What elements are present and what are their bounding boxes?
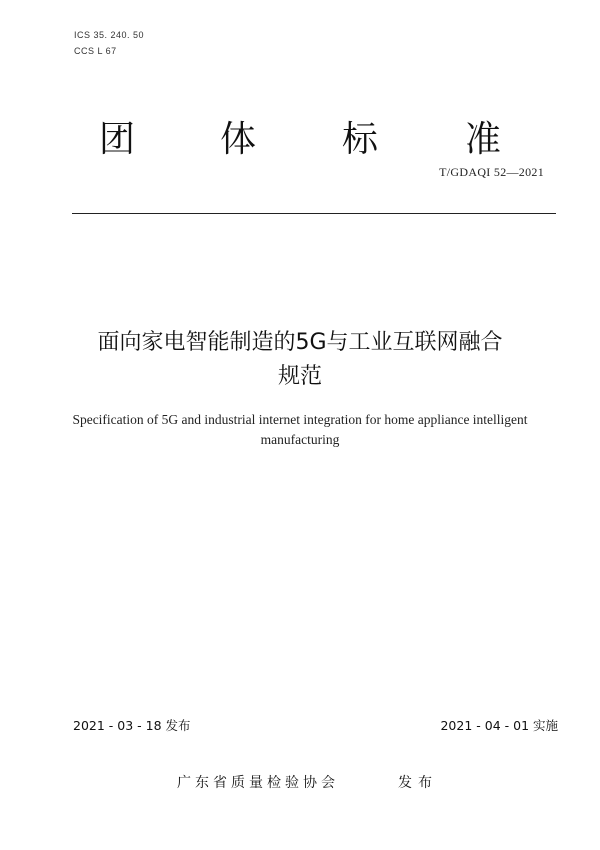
standard-type-char: 团 (99, 119, 136, 160)
publisher-line (0, 772, 600, 794)
issue-date: 2021 - 03 - 18 发布 (73, 718, 191, 733)
standard-type-char: 准 (465, 119, 502, 160)
standard-type-char: 标 (342, 119, 379, 160)
publish-label: 发布 (398, 775, 438, 791)
ics-code: ICS 35. 240. 50 (74, 30, 145, 40)
header-divider (72, 213, 556, 214)
english-title-line-1: Specification of 5G and industrial internet integration for home appliance intelligent (72, 412, 528, 427)
ccs-code: CCS L 67 (74, 46, 117, 56)
standard-type-char: 体 (220, 119, 257, 160)
standard-type-heading (0, 118, 600, 168)
chinese-title-line-2: 规范 (277, 364, 322, 389)
implementation-date: 2021 - 04 - 01 实施 (440, 718, 558, 733)
standard-code: T/GDAQI 52—2021 (439, 165, 544, 179)
english-title-line-2: manufacturing (260, 432, 340, 447)
chinese-title-line-1: 面向家电智能制造的5G与工业互联网融合 (97, 330, 503, 355)
publisher-name: 广东省质量检验协会 (177, 775, 339, 791)
